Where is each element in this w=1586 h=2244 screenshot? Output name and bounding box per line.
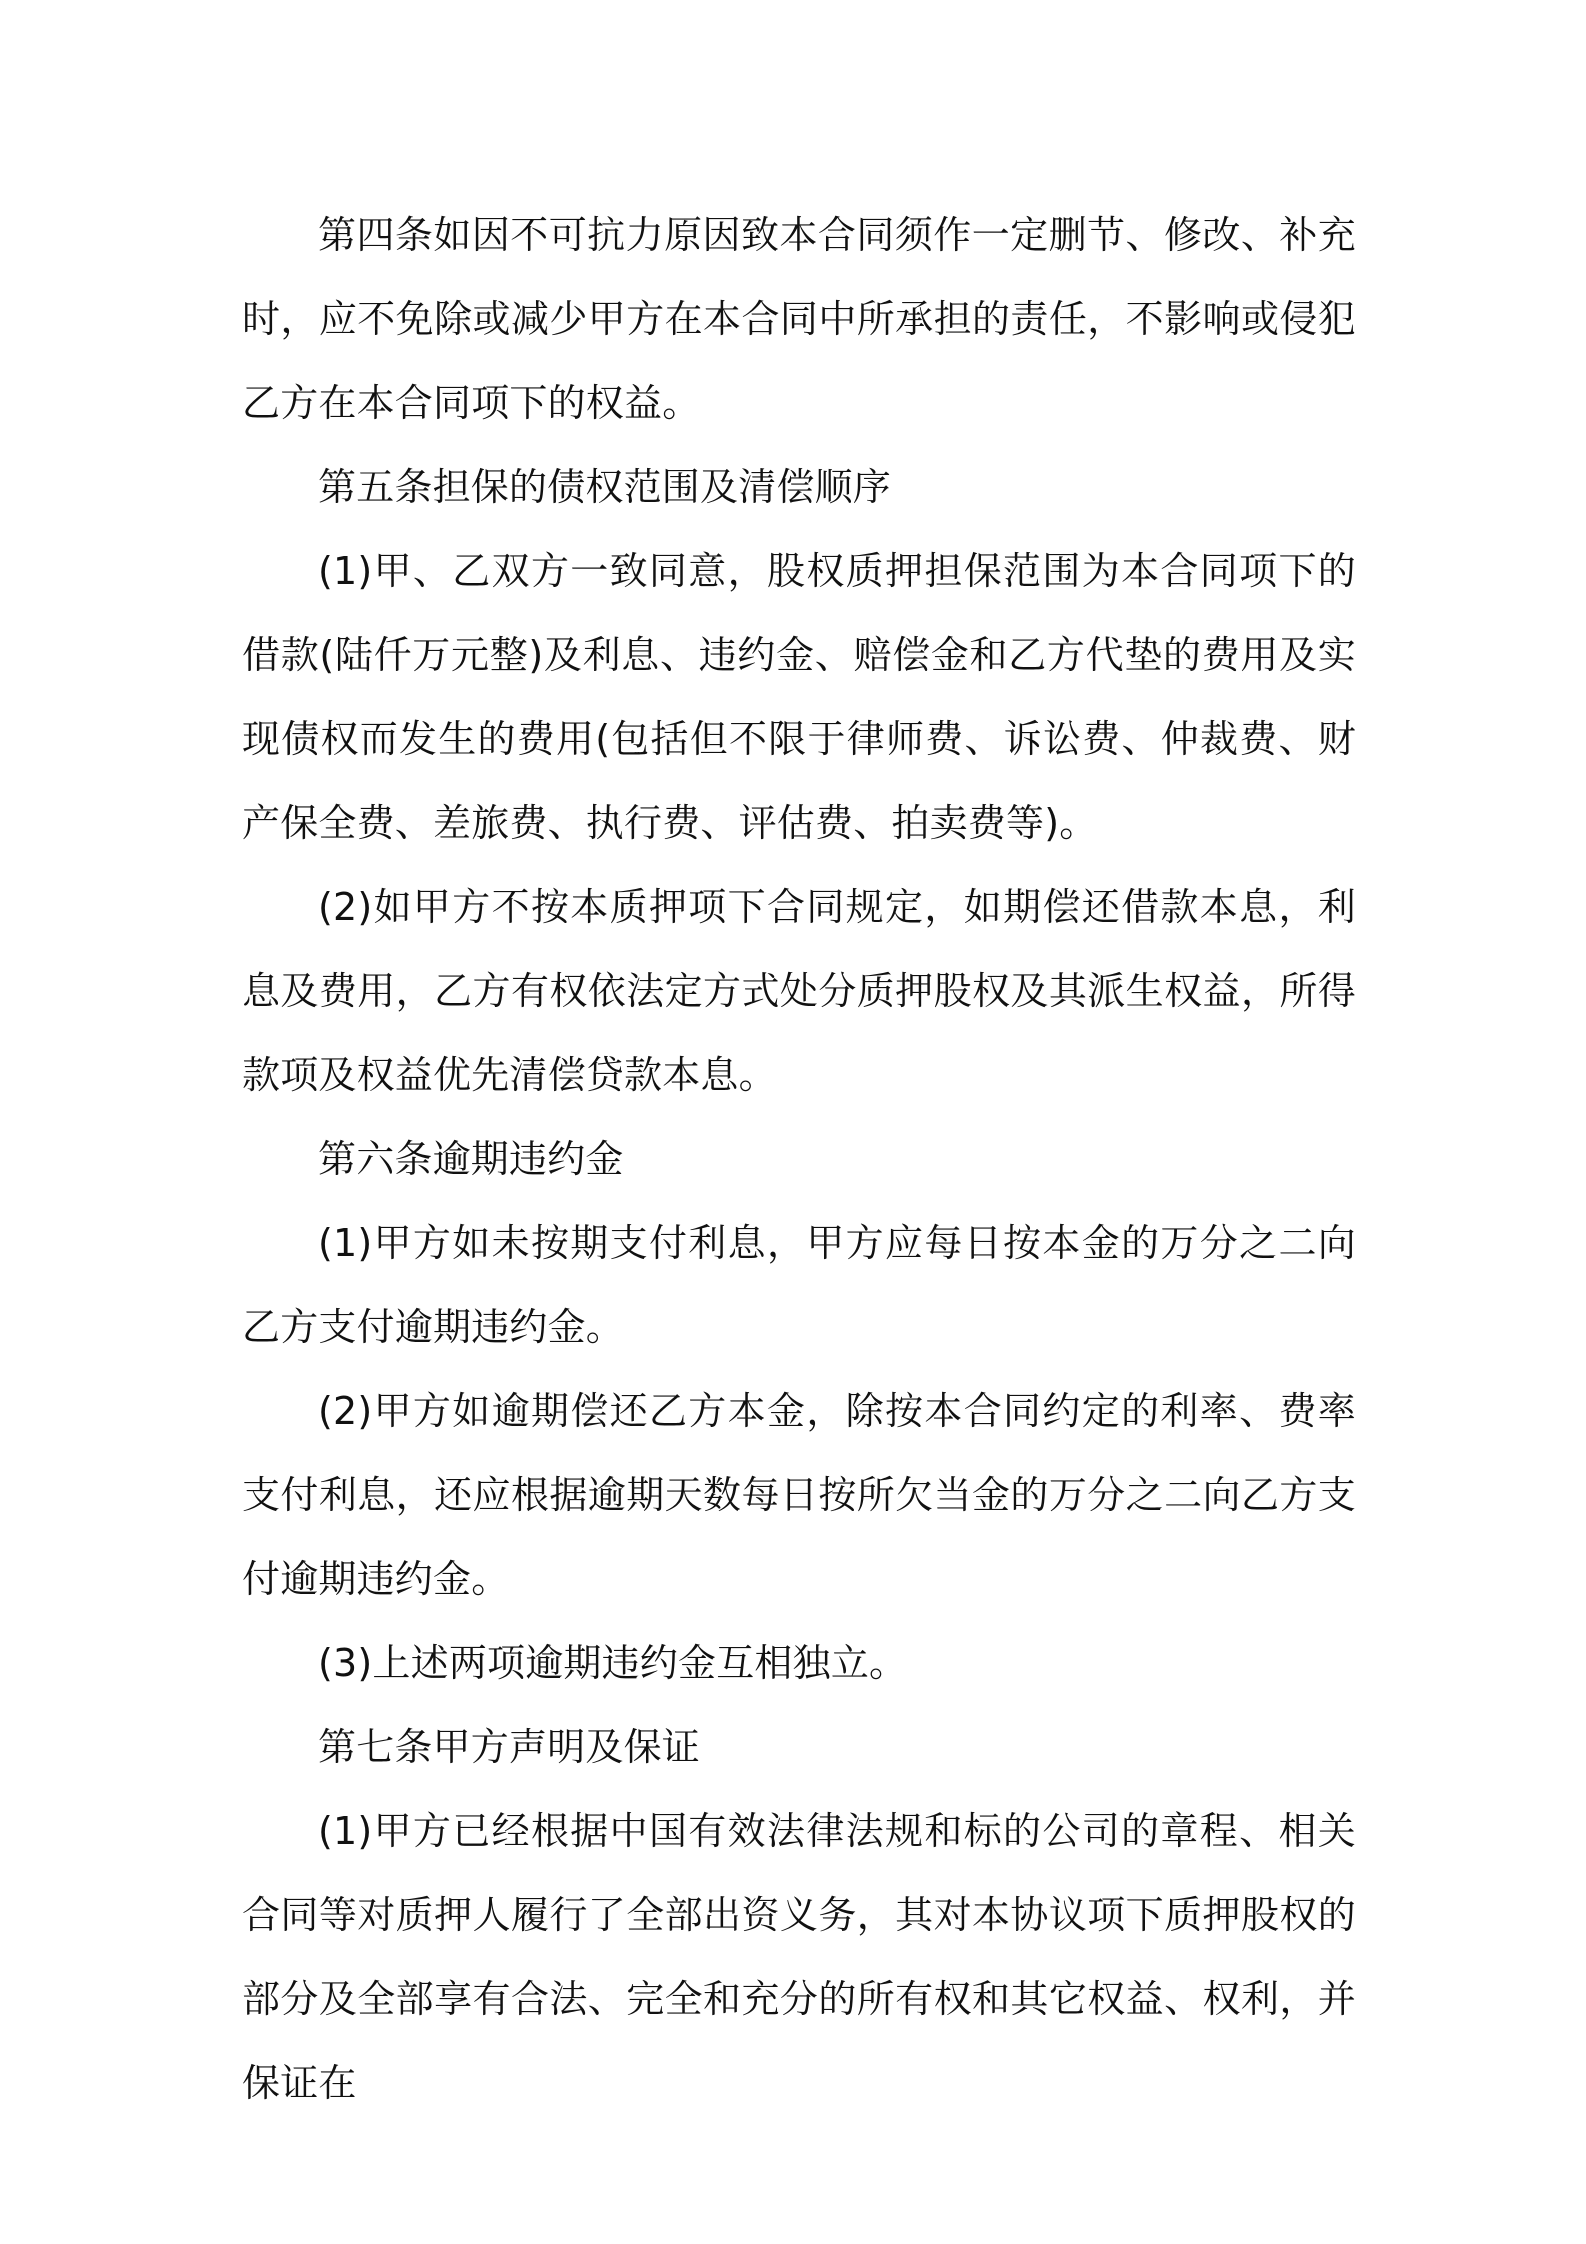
paragraph-article-6-clause-1: (1)甲方如未按期支付利息，甲方应每日按本金的万分之二向乙方支付逾期违约金。 <box>242 1221 1356 1349</box>
paragraph-article-5-clause-1: (1)甲、乙双方一致同意，股权质押担保范围为本合同项下的借款(陆仟万元整)及利息、违约金、赔偿金和乙方代垫的费用及实现债权而发生的费用(包括但不限于律师费、诉讼费、仲裁费、财产保全费、差旅费、执行费、评估费、拍卖费等)。 <box>242 549 1356 845</box>
paragraph-article-6-clause-2: (2)甲方如逾期偿还乙方本金，除按本合同约定的利率、费率支付利息，还应根据逾期天数每日按所欠当金的万分之二向乙方支付逾期违约金。 <box>242 1389 1356 1601</box>
paragraph-article-6-clause-3: (3)上述两项逾期违约金互相独立。 <box>318 1641 908 1685</box>
heading-article-5: 第五条担保的债权范围及清偿顺序 <box>318 465 892 509</box>
paragraph-article-4: 第四条如因不可抗力原因致本合同须作一定删节、修改、补充时，应不免除或减少甲方在本合同中所承担的责任，不影响或侵犯乙方在本合同项下的权益。 <box>242 213 1356 425</box>
paragraph-article-7-clause-1: (1)甲方已经根据中国有效法律法规和标的公司的章程、相关合同等对质押人履行了全部出资义务，其对本协议项下质押股权的部分及全部享有合法、完全和充分的所有权和其它权益、权利，并保证在 <box>242 1809 1356 2105</box>
heading-article-7: 第七条甲方声明及保证 <box>318 1725 701 1769</box>
document-body <box>242 193 1356 2125</box>
heading-article-6: 第六条逾期违约金 <box>318 1137 624 1181</box>
paragraph-article-5-clause-2: (2)如甲方不按本质押项下合同规定，如期偿还借款本息，利息及费用，乙方有权依法定方式处分质押股权及其派生权益，所得款项及权益优先清偿贷款本息。 <box>242 885 1356 1097</box>
